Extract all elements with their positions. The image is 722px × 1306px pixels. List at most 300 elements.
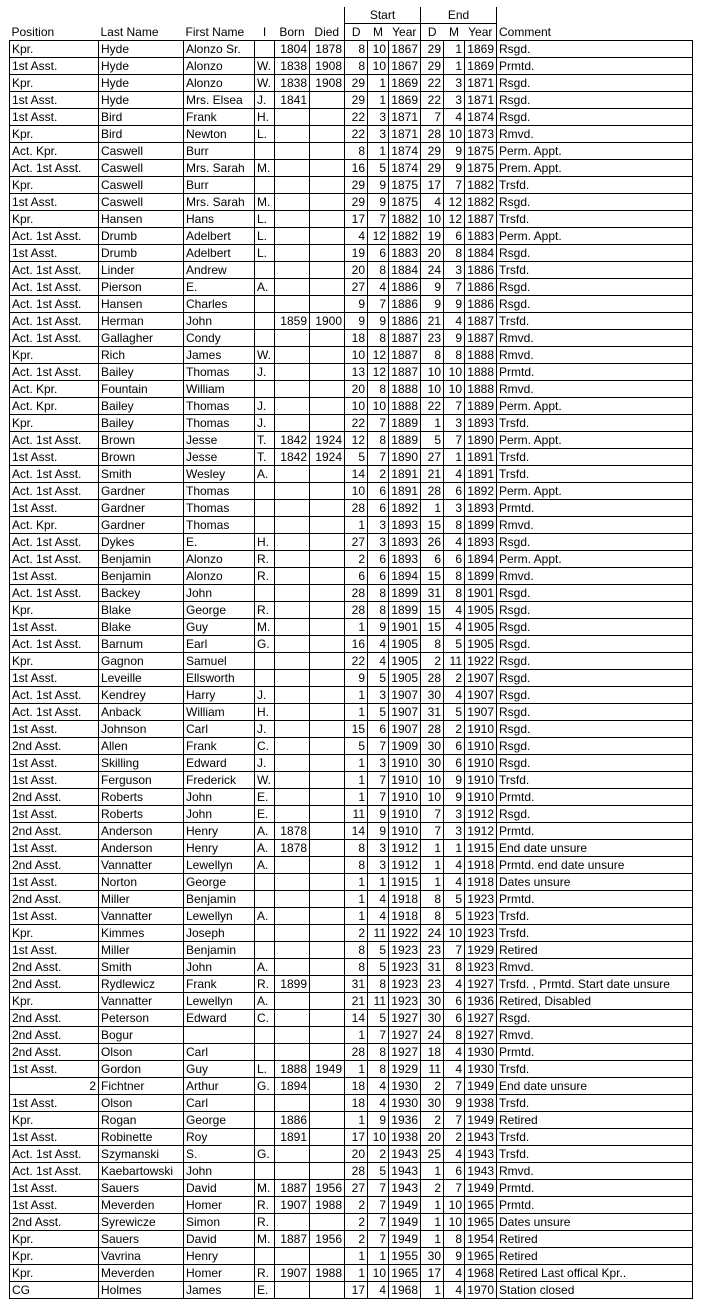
cell-initial: R. [255, 1265, 275, 1282]
cell-end-month: 3 [444, 92, 465, 109]
cell-died: 1900 [310, 313, 345, 330]
cell-start-month: 9 [368, 177, 389, 194]
table-row [10, 364, 693, 381]
table-row [10, 857, 693, 874]
cell-comment: Prmtd. [497, 1180, 693, 1197]
cell-end-year: 1910 [465, 789, 497, 806]
cell-last-name: Bird [99, 126, 184, 143]
cell-end-year: 1907 [465, 704, 497, 721]
col-header-end-day: D [421, 24, 444, 41]
cell-initial: A. [255, 908, 275, 925]
cell-position: 1st Asst. [10, 500, 99, 517]
cell-start-month: 10 [368, 41, 389, 58]
cell-last-name: Hyde [99, 58, 184, 75]
cell-comment: Rsgd. [497, 755, 693, 772]
cell-end-day: 10 [421, 789, 444, 806]
cell-position: Kpr. [10, 75, 99, 92]
cell-position: 1st Asst. [10, 1095, 99, 1112]
cell-end-day: 15 [421, 602, 444, 619]
cell-died [310, 211, 345, 228]
cell-died [310, 160, 345, 177]
cell-end-day: 10 [421, 772, 444, 789]
table-row [10, 687, 693, 704]
cell-died [310, 1044, 345, 1061]
cell-comment: Rsgd. [497, 279, 693, 296]
cell-start-day: 9 [345, 670, 368, 687]
cell-position: Kpr. [10, 126, 99, 143]
table-row [10, 483, 693, 500]
cell-end-month: 1 [444, 58, 465, 75]
cell-end-year: 1965 [465, 1248, 497, 1265]
cell-start-day: 10 [345, 483, 368, 500]
cell-end-year: 1930 [465, 1061, 497, 1078]
cell-first-name: George [184, 602, 255, 619]
cell-end-day: 8 [421, 347, 444, 364]
table-row [10, 942, 693, 959]
cell-end-year: 1883 [465, 228, 497, 245]
cell-died [310, 296, 345, 313]
cell-initial: J. [255, 364, 275, 381]
table-row [10, 1248, 693, 1265]
cell-died: 1988 [310, 1197, 345, 1214]
cell-comment: Perm. Appt. [497, 551, 693, 568]
cell-end-month: 12 [444, 211, 465, 228]
cell-last-name: Blake [99, 619, 184, 636]
cell-initial [255, 891, 275, 908]
cell-first-name: Alonzo Sr. [184, 41, 255, 58]
cell-born: 1887 [275, 1231, 310, 1248]
cell-start-month: 4 [368, 653, 389, 670]
cell-last-name: Brown [99, 449, 184, 466]
cell-start-day: 1 [345, 704, 368, 721]
cell-end-year: 1907 [465, 670, 497, 687]
table-row [10, 330, 693, 347]
cell-position: Act. 1st Asst. [10, 551, 99, 568]
cell-end-day: 24 [421, 925, 444, 942]
table-row [10, 347, 693, 364]
cell-end-day: 26 [421, 534, 444, 551]
cell-first-name: Condy [184, 330, 255, 347]
cell-born [275, 721, 310, 738]
cell-end-month: 8 [444, 245, 465, 262]
table-row [10, 449, 693, 466]
cell-position: 1st Asst. [10, 1180, 99, 1197]
cell-comment: Perm. Appt. [497, 228, 693, 245]
table-row [10, 313, 693, 330]
cell-end-year: 1886 [465, 296, 497, 313]
cell-start-month: 7 [368, 789, 389, 806]
cell-comment: Rsgd. [497, 92, 693, 109]
cell-start-year: 1882 [389, 211, 421, 228]
cell-initial [255, 670, 275, 687]
cell-initial: L. [255, 1061, 275, 1078]
cell-comment: Prmtd. end date unsure [497, 857, 693, 874]
cell-end-month: 4 [444, 1044, 465, 1061]
cell-died [310, 126, 345, 143]
cell-start-month: 8 [368, 585, 389, 602]
cell-position: Act. 1st Asst. [10, 1146, 99, 1163]
cell-end-year: 1888 [465, 347, 497, 364]
cell-born [275, 857, 310, 874]
cell-end-day: 29 [421, 41, 444, 58]
cell-initial: R. [255, 568, 275, 585]
cell-died [310, 755, 345, 772]
cell-position: 1st Asst. [10, 1129, 99, 1146]
table-row [10, 41, 693, 58]
table-row [10, 1044, 693, 1061]
cell-first-name: Wesley [184, 466, 255, 483]
cell-start-day: 14 [345, 466, 368, 483]
cell-end-day: 2 [421, 1180, 444, 1197]
cell-end-day: 8 [421, 891, 444, 908]
cell-start-month: 3 [368, 840, 389, 857]
cell-initial: G. [255, 1078, 275, 1095]
cell-start-month: 7 [368, 1027, 389, 1044]
cell-initial [255, 1027, 275, 1044]
cell-start-month: 8 [368, 1061, 389, 1078]
cell-last-name: Caswell [99, 143, 184, 160]
cell-end-month: 9 [444, 772, 465, 789]
cell-start-year: 1955 [389, 1248, 421, 1265]
cell-start-day: 27 [345, 1180, 368, 1197]
cell-end-month: 9 [444, 789, 465, 806]
cell-comment: Rmvd. [497, 347, 693, 364]
cell-last-name: Sauers [99, 1180, 184, 1197]
cell-position: 2nd Asst. [10, 976, 99, 993]
cell-start-day: 1 [345, 1112, 368, 1129]
cell-end-month: 4 [444, 109, 465, 126]
cell-died [310, 534, 345, 551]
table-row [10, 466, 693, 483]
cell-initial: R. [255, 551, 275, 568]
cell-start-year: 1907 [389, 721, 421, 738]
cell-end-month: 4 [444, 1265, 465, 1282]
cell-died [310, 925, 345, 942]
cell-start-year: 1943 [389, 1180, 421, 1197]
cell-initial [255, 942, 275, 959]
cell-start-year: 1893 [389, 551, 421, 568]
cell-end-day: 27 [421, 449, 444, 466]
cell-born [275, 755, 310, 772]
cell-end-day: 29 [421, 143, 444, 160]
cell-born [275, 959, 310, 976]
cell-position: Kpr. [10, 993, 99, 1010]
cell-end-day: 1 [421, 1214, 444, 1231]
cell-died [310, 177, 345, 194]
cell-start-day: 27 [345, 534, 368, 551]
cell-initial: R. [255, 1197, 275, 1214]
cell-start-year: 1905 [389, 670, 421, 687]
cell-end-year: 1970 [465, 1282, 497, 1299]
col-header-start-day: D [345, 24, 368, 41]
cell-start-year: 1910 [389, 806, 421, 823]
cell-first-name: E. [184, 279, 255, 296]
cell-start-month: 8 [368, 602, 389, 619]
table-row [10, 1197, 693, 1214]
cell-start-month: 1 [368, 874, 389, 891]
cell-end-year: 1910 [465, 755, 497, 772]
cell-start-year: 1905 [389, 653, 421, 670]
cell-comment: Prmtd. [497, 1044, 693, 1061]
cell-start-day: 18 [345, 1095, 368, 1112]
cell-initial: A. [255, 823, 275, 840]
cell-born [275, 1214, 310, 1231]
cell-end-day: 1 [421, 1231, 444, 1248]
cell-comment: Rsgd. [497, 670, 693, 687]
cell-comment: Trsfd. [497, 177, 693, 194]
cell-start-month: 7 [368, 1231, 389, 1248]
cell-position: Act. 1st Asst. [10, 534, 99, 551]
table-row [10, 568, 693, 585]
cell-start-month: 9 [368, 823, 389, 840]
cell-first-name: Jesse [184, 449, 255, 466]
cell-end-day: 10 [421, 381, 444, 398]
cell-comment: Trsfd. [497, 1095, 693, 1112]
cell-end-day: 7 [421, 109, 444, 126]
cell-first-name [184, 1027, 255, 1044]
col-header-died: Died [314, 24, 340, 39]
cell-start-day: 5 [345, 738, 368, 755]
cell-start-month: 5 [368, 670, 389, 687]
cell-died [310, 857, 345, 874]
cell-end-day: 23 [421, 330, 444, 347]
cell-born: 1838 [275, 75, 310, 92]
cell-last-name: Hyde [99, 75, 184, 92]
cell-first-name: Lewellyn [184, 908, 255, 925]
cell-initial: M. [255, 1231, 275, 1248]
col-header-born: Born [279, 24, 305, 39]
cell-end-day: 24 [421, 1027, 444, 1044]
cell-first-name: Edward [184, 755, 255, 772]
cell-start-day: 11 [345, 806, 368, 823]
cell-born: 1878 [275, 823, 310, 840]
cell-start-month: 3 [368, 109, 389, 126]
cell-start-year: 1930 [389, 1095, 421, 1112]
cell-died [310, 398, 345, 415]
cell-last-name: Gardner [99, 483, 184, 500]
cell-end-year: 1923 [465, 908, 497, 925]
cell-comment: Dates unsure [497, 1214, 693, 1231]
cell-last-name: Caswell [99, 177, 184, 194]
cell-initial: R. [255, 1214, 275, 1231]
cell-start-month: 6 [368, 568, 389, 585]
cell-born [275, 143, 310, 160]
cell-born [275, 670, 310, 687]
cell-start-year: 1887 [389, 347, 421, 364]
cell-end-month: 6 [444, 551, 465, 568]
cell-died [310, 1112, 345, 1129]
cell-start-day: 28 [345, 1163, 368, 1180]
table-row [10, 296, 693, 313]
cell-position: 1st Asst. [10, 109, 99, 126]
cell-end-month: 3 [444, 823, 465, 840]
cell-born [275, 364, 310, 381]
cell-last-name: Benjamin [99, 568, 184, 585]
cell-last-name: Smith [99, 959, 184, 976]
cell-comment: Trsfd. [497, 1146, 693, 1163]
cell-start-year: 1927 [389, 1027, 421, 1044]
cell-end-day: 20 [421, 245, 444, 262]
cell-comment: Trsfd. , Prmtd. Start date unsure [497, 976, 693, 993]
cell-end-month: 4 [444, 1146, 465, 1163]
cell-initial: J. [255, 415, 275, 432]
table-row [10, 143, 693, 160]
cell-born [275, 1163, 310, 1180]
cell-first-name: Henry [184, 823, 255, 840]
cell-end-day: 23 [421, 976, 444, 993]
cell-comment: Rmvd. [497, 1163, 693, 1180]
cell-comment: Rsgd. [497, 636, 693, 653]
cell-start-day: 14 [345, 823, 368, 840]
cell-comment: Rsgd. [497, 245, 693, 262]
cell-died: 1924 [310, 449, 345, 466]
cell-end-day: 1 [421, 415, 444, 432]
cell-first-name: Alonzo [184, 551, 255, 568]
cell-position: Kpr. [10, 602, 99, 619]
cell-start-day: 1 [345, 517, 368, 534]
cell-start-day: 15 [345, 721, 368, 738]
cell-end-month: 8 [444, 347, 465, 364]
cell-start-day: 21 [345, 993, 368, 1010]
cell-start-year: 1929 [389, 1061, 421, 1078]
cell-start-month: 8 [368, 381, 389, 398]
cell-comment: Perm. Appt. [497, 143, 693, 160]
cell-born: 1859 [275, 313, 310, 330]
cell-first-name: Frank [184, 976, 255, 993]
cell-start-month: 9 [368, 806, 389, 823]
cell-died [310, 772, 345, 789]
table-row [10, 381, 693, 398]
cell-start-day: 10 [345, 347, 368, 364]
table-row [10, 908, 693, 925]
col-header-start-year: Year [392, 25, 417, 39]
cell-end-year: 1943 [465, 1129, 497, 1146]
cell-born [275, 1095, 310, 1112]
cell-start-day: 12 [345, 432, 368, 449]
cell-last-name: Szymanski [99, 1146, 184, 1163]
cell-initial [255, 874, 275, 891]
cell-born [275, 551, 310, 568]
cell-position: Kpr. [10, 41, 99, 58]
cell-start-year: 1910 [389, 772, 421, 789]
header-column-row [10, 24, 693, 41]
cell-start-year: 1918 [389, 908, 421, 925]
cell-born [275, 993, 310, 1010]
cell-start-year: 1910 [389, 823, 421, 840]
cell-position: CG [10, 1282, 99, 1299]
cell-end-year: 1929 [465, 942, 497, 959]
cell-comment: Dates unsure [497, 874, 693, 891]
cell-start-month: 4 [368, 908, 389, 925]
cell-position: 1st Asst. [10, 1061, 99, 1078]
cell-position: 2nd Asst. [10, 789, 99, 806]
cell-start-day: 16 [345, 160, 368, 177]
cell-died [310, 279, 345, 296]
cell-comment: Trsfd. [497, 772, 693, 789]
cell-end-day: 29 [421, 58, 444, 75]
cell-first-name: Alonzo [184, 58, 255, 75]
cell-end-day: 2 [421, 653, 444, 670]
cell-end-month: 6 [444, 738, 465, 755]
cell-start-day: 14 [345, 1010, 368, 1027]
cell-first-name: Benjamin [184, 891, 255, 908]
cell-initial: J. [255, 755, 275, 772]
cell-last-name: Skilling [99, 755, 184, 772]
cell-end-year: 1930 [465, 1044, 497, 1061]
cell-died [310, 109, 345, 126]
cell-end-month: 7 [444, 942, 465, 959]
cell-first-name: Hans [184, 211, 255, 228]
cell-end-year: 1875 [465, 160, 497, 177]
cell-end-year: 1874 [465, 109, 497, 126]
cell-last-name: Ferguson [99, 772, 184, 789]
cell-end-year: 1915 [465, 840, 497, 857]
cell-comment: End date unsure [497, 840, 693, 857]
cell-comment: Rsgd. [497, 602, 693, 619]
cell-first-name: Arthur [184, 1078, 255, 1095]
cell-died [310, 347, 345, 364]
cell-born [275, 194, 310, 211]
cell-position: Act. 1st Asst. [10, 296, 99, 313]
cell-born [275, 636, 310, 653]
cell-end-month: 10 [444, 1197, 465, 1214]
cell-end-month: 10 [444, 364, 465, 381]
cell-last-name: Hansen [99, 211, 184, 228]
cell-start-day: 8 [345, 58, 368, 75]
cell-end-year: 1888 [465, 381, 497, 398]
cell-last-name: Olson [99, 1095, 184, 1112]
cell-born [275, 874, 310, 891]
cell-end-year: 1905 [465, 619, 497, 636]
cell-position: 1st Asst. [10, 874, 99, 891]
cell-initial [255, 1163, 275, 1180]
cell-start-month: 3 [368, 534, 389, 551]
cell-end-month: 7 [444, 432, 465, 449]
cell-comment: Trsfd. [497, 211, 693, 228]
cell-start-month: 8 [368, 262, 389, 279]
cell-born [275, 585, 310, 602]
cell-end-year: 1954 [465, 1231, 497, 1248]
cell-end-month: 4 [444, 857, 465, 874]
cell-comment: Rsgd. [497, 194, 693, 211]
cell-start-month: 4 [368, 891, 389, 908]
cell-born [275, 1010, 310, 1027]
cell-end-year: 1890 [465, 432, 497, 449]
table-row [10, 806, 693, 823]
cell-start-day: 8 [345, 840, 368, 857]
cell-initial [255, 517, 275, 534]
cell-end-year: 1882 [465, 177, 497, 194]
cell-comment: Trsfd. [497, 908, 693, 925]
cell-start-year: 1889 [389, 415, 421, 432]
cell-start-month: 7 [368, 296, 389, 313]
cell-end-year: 1893 [465, 415, 497, 432]
cell-initial [255, 330, 275, 347]
cell-born: 1838 [275, 58, 310, 75]
cell-start-year: 1891 [389, 466, 421, 483]
cell-comment: Rsgd. [497, 653, 693, 670]
cell-died [310, 1010, 345, 1027]
cell-end-day: 22 [421, 75, 444, 92]
cell-start-day: 2 [345, 1214, 368, 1231]
cell-start-day: 2 [345, 1231, 368, 1248]
cell-position: Act. 1st Asst. [10, 636, 99, 653]
cell-end-month: 5 [444, 891, 465, 908]
cell-born [275, 398, 310, 415]
cell-born [275, 160, 310, 177]
cell-died [310, 262, 345, 279]
cell-start-day: 8 [345, 41, 368, 58]
